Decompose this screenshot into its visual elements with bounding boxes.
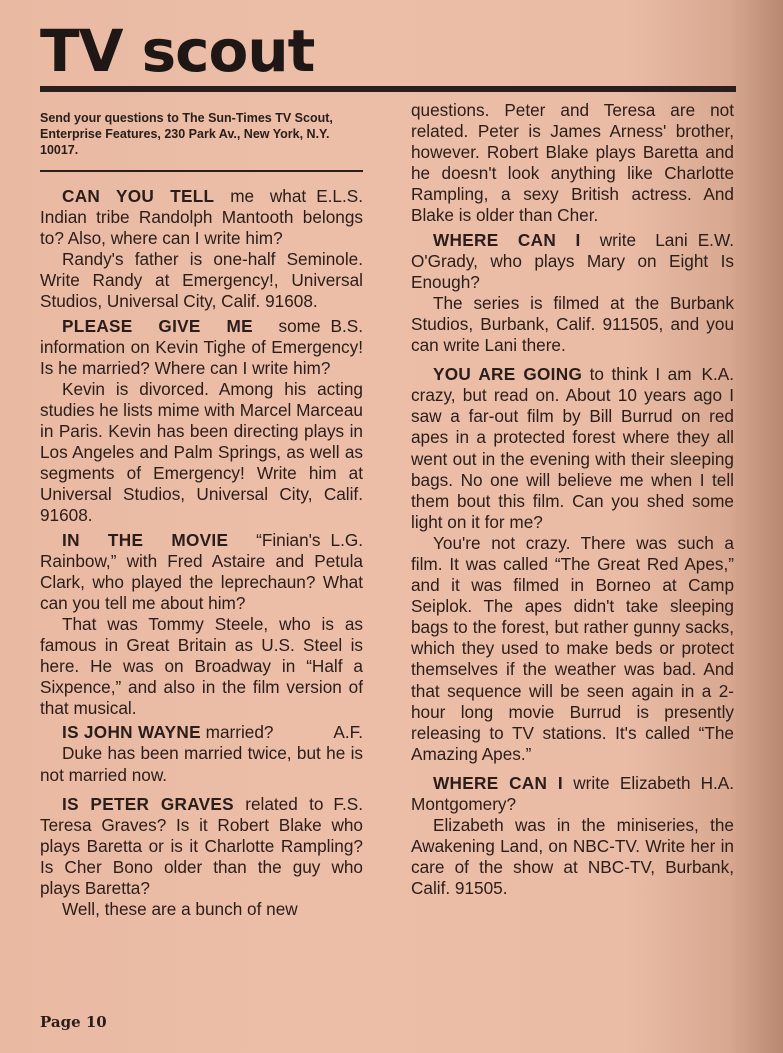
page-number: Page 10	[40, 1013, 107, 1031]
reader-initials: K.A.	[701, 364, 734, 385]
right-column	[411, 100, 734, 899]
reader-initials: B.S.	[330, 315, 363, 336]
reader-initials: E.W.	[697, 229, 734, 250]
question-lead: IS JOHN WAYNE	[62, 722, 201, 743]
left-paragraphs	[40, 186, 363, 920]
paragraph-text: write Elizabeth Montgomery?	[411, 772, 691, 814]
question-paragraph	[40, 794, 363, 899]
question-paragraph	[411, 773, 734, 815]
paragraph-text: Duke has been married twice, but he is not married now.	[40, 743, 363, 785]
paragraph-text: questions. Peter and Teresa are not related. Peter is James Arness' brother, however. Robert Blake plays Baretta and he doesn't look anything like Charlotte Rampling, a sexy British actress. And Blake is older than Cher.	[411, 100, 734, 226]
answer-paragraph	[40, 379, 363, 527]
answer-paragraph	[411, 533, 734, 765]
paragraph-text: some information on Kevin Tighe of Emergency! Is he married? Where can I write him?	[40, 315, 363, 378]
paragraph-text: related to Teresa Graves? Is it Robert Blake who plays Baretta or is it Charlotte Rampling? Is Cher Bono older than the guy who plays Baretta?	[40, 793, 363, 898]
paragraph-text: Well, these are a bunch of new	[62, 899, 298, 920]
paragraph-text: Kevin is divorced. Among his acting studies he lists mime with Marcel Marceau in Paris. Kevin has been directing plays in Los Angeles and Palm Springs, as well as segments of Emergency! Write him at Universal Studios, Universal City, Calif. 91608.	[40, 378, 363, 526]
answer-paragraph	[411, 100, 734, 227]
question-lead: PLEASE GIVE ME	[62, 315, 253, 336]
right-paragraphs	[411, 100, 734, 899]
reader-initials: F.S.	[333, 793, 363, 814]
paragraph-text: You're not crazy. There was such a film. It was called “The Great Red Apes,” and it was filmed in Borneo at Camp Seiplok. The apes didn't take sleeping bags to the forest, but rather gunny sacks, which they used to make beds or protect themselves if the weather was bad. And that sequence will be seen again in a 2-hour long movie Burrud is presently releasing to TV stations. It's called “The Amazing Apes.”	[411, 532, 734, 764]
paragraph-text: to think I am crazy, but read on. About 10 years ago I saw a far-out film by Bill Burrud on red apes in a protected forest where they all went out in the evening with their sleeping bags. No one will believe me when I tell them bout this film. Can you shed some light on it for me?	[411, 364, 734, 532]
paragraph-text: married?	[200, 722, 274, 743]
question-paragraph	[40, 316, 363, 379]
answer-paragraph	[411, 293, 734, 356]
column-divider-rule	[40, 170, 363, 172]
masthead-title: TV scout	[40, 17, 315, 85]
answer-paragraph	[40, 743, 363, 785]
question-paragraph	[411, 230, 734, 293]
paragraph-text: That was Tommy Steele, who is as famous in Great Britain as U.S. Steel is here. He was on Broadway in “Half a Sixpence,” and also in the film version of that musical.	[40, 613, 363, 719]
left-column	[40, 100, 363, 920]
question-lead: WHERE CAN I	[433, 772, 563, 793]
paragraph-text: The series is filmed at the Burbank Studios, Burbank, Calif. 911505, and you can write Lani there.	[411, 292, 734, 356]
paragraph-text: “Finian's Rainbow,” with Fred Astaire and Petula Clark, who played the leprechaun? What can you tell me about him?	[40, 529, 363, 613]
answer-paragraph	[40, 614, 363, 719]
question-paragraph	[40, 530, 363, 614]
paragraph-text: Randy's father is one-half Seminole. Write Randy at Emergency!, Universal Studios, Universal City, Calif. 91608.	[40, 249, 363, 312]
question-lead: YOU ARE GOING	[433, 364, 583, 385]
question-lead: WHERE CAN I	[433, 229, 581, 250]
paragraph-text: me what Indian tribe Randolph Mantooth belongs to? Also, where can I write him?	[40, 186, 363, 249]
question-paragraph	[40, 186, 363, 249]
reader-initials: H.A.	[700, 772, 734, 793]
paragraph-text: write Lani O'Grady, who plays Mary on Eight Is Enough?	[411, 229, 734, 292]
submission-note: Send your questions to The Sun-Times TV Scout, Enterprise Features, 230 Park Av., New York, N.Y. 10017.	[40, 111, 333, 157]
answer-paragraph	[40, 899, 363, 920]
reader-initials: L.G.	[330, 529, 363, 550]
masthead-rule	[40, 86, 736, 92]
answer-paragraph	[411, 815, 734, 899]
reader-initials: E.L.S.	[316, 186, 363, 206]
reader-initials: A.F.	[333, 722, 363, 743]
paragraph-text: Elizabeth was in the miniseries, the Awakening Land, on NBC-TV. Write her in care of the show at NBC-TV, Burbank, Calif. 91505.	[411, 815, 734, 899]
answer-paragraph	[40, 249, 363, 312]
question-paragraph	[40, 722, 363, 743]
question-lead: IN THE MOVIE	[62, 529, 229, 550]
question-paragraph	[411, 364, 734, 533]
question-lead: CAN YOU TELL	[62, 186, 215, 206]
question-lead: IS PETER GRAVES	[62, 793, 234, 814]
